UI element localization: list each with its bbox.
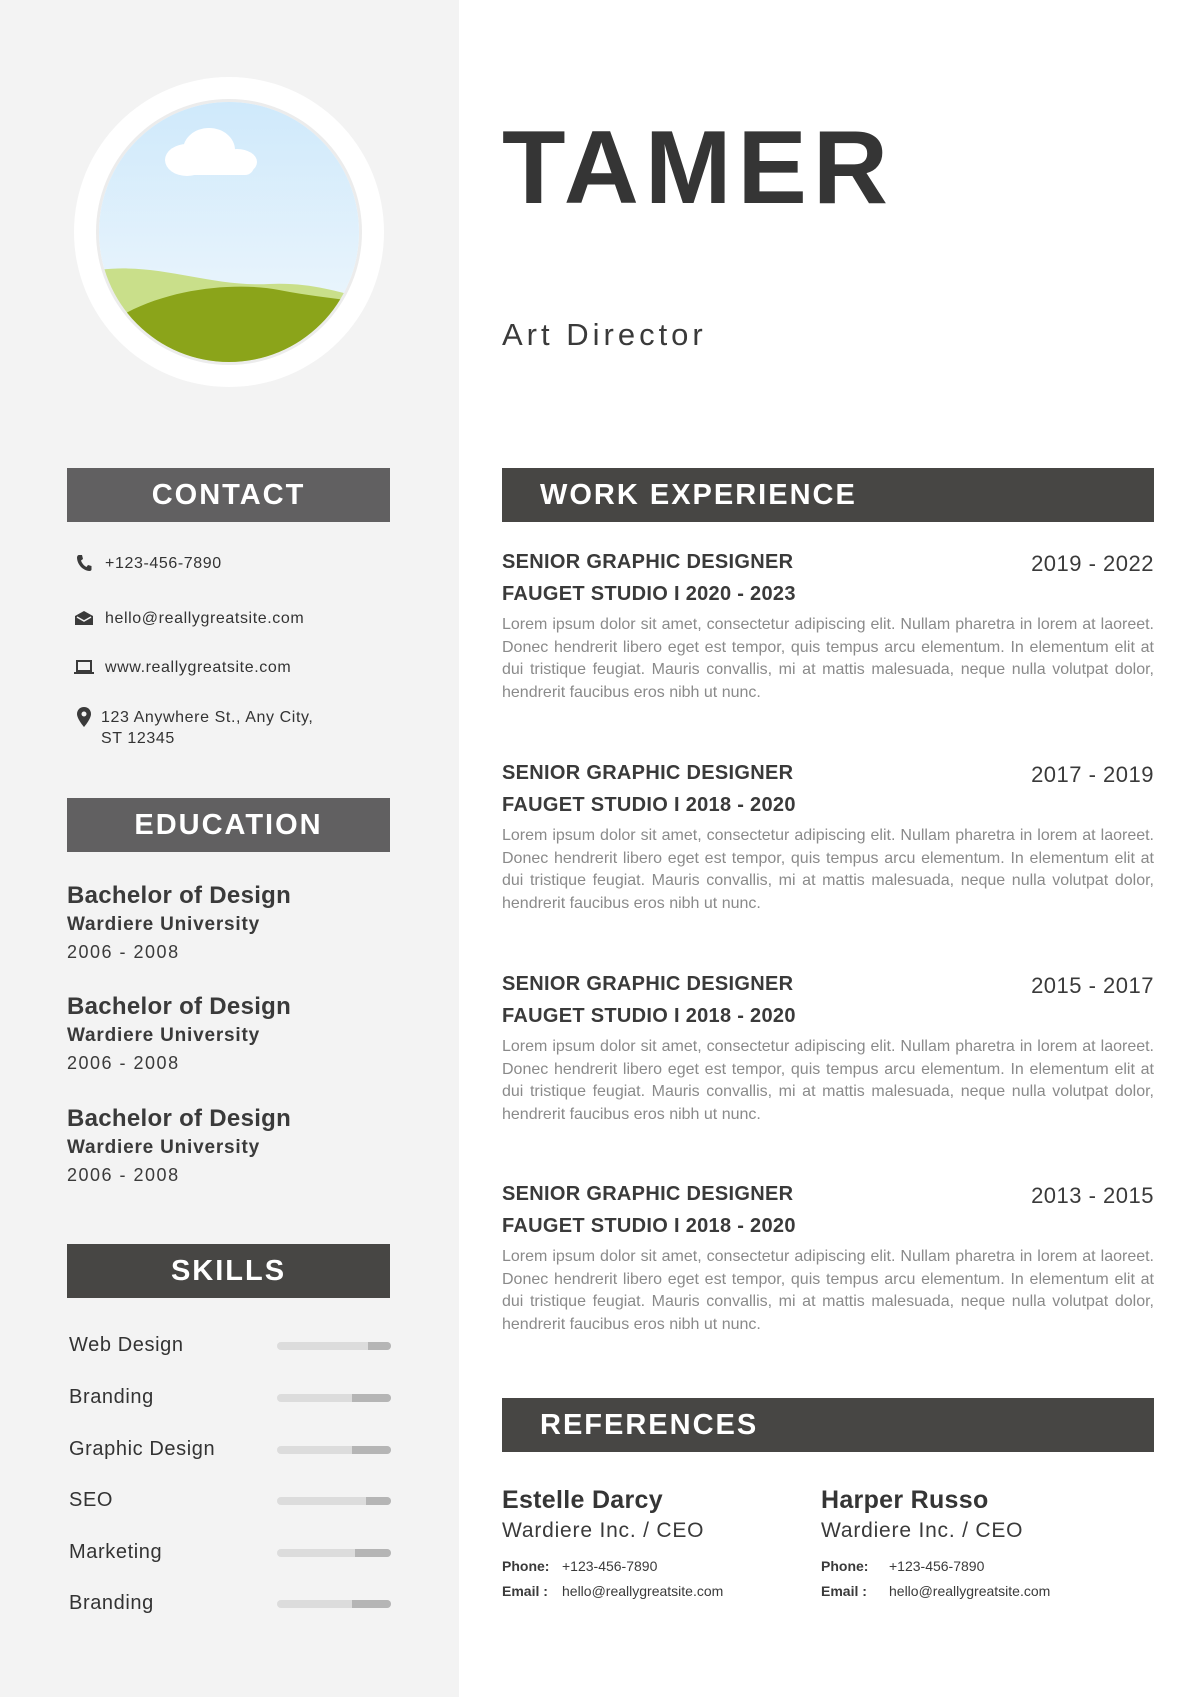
contact-address: [73, 707, 313, 749]
skill-bar: [277, 1600, 391, 1608]
job-company: FAUGET STUDIO I 2018 - 2020: [502, 1215, 796, 1237]
reference-phone-row: [502, 1554, 832, 1579]
skill-bar-level: [368, 1342, 391, 1350]
job-entry: [502, 548, 1154, 704]
person-name: TAMER: [502, 110, 895, 226]
skill-label: Branding: [69, 1592, 154, 1614]
work-experience-heading: WORK EXPERIENCE: [502, 468, 1154, 522]
skill-bar: [277, 1394, 391, 1402]
job-company: FAUGET STUDIO I 2018 - 2020: [502, 1005, 796, 1027]
reference-email: hello@reallygreatsite.com: [562, 1583, 724, 1599]
skill-label: Web Design: [69, 1334, 184, 1356]
skill-label: Graphic Design: [69, 1438, 216, 1460]
email-text: hello@reallygreatsite.com: [105, 610, 305, 627]
job-description: Lorem ipsum dolor sit amet, consectetur adipiscing elit. Nullam pharetra in lorem at laoreet. Donec hendrerit libero eget est tempor, quis tempus arcu elementum. In elementum elit at dui tristique feugiat. Mauris convallis, mi at mattis malesuada, neque nulla volutpat dolor, hendrerit faucibus eros nibh ut nunc.: [502, 616, 1154, 701]
education-degree: Bachelor of Design: [67, 993, 292, 1020]
skill-item: [69, 1485, 391, 1515]
address-text: [101, 707, 313, 749]
education-years: 2006 - 2008: [67, 1053, 180, 1073]
contact-email: [73, 608, 304, 629]
person-role: Art Director: [502, 317, 707, 352]
education-degree: Bachelor of Design: [67, 1105, 292, 1132]
skill-item: [69, 1330, 391, 1360]
skill-bar: [277, 1497, 391, 1505]
phone-icon: [73, 553, 95, 573]
skill-label: Marketing: [69, 1541, 163, 1563]
reference-phone-label: Phone:: [821, 1558, 869, 1574]
skill-bar: [277, 1342, 391, 1350]
envelope-icon: [73, 608, 95, 628]
reference-phone-label: Phone:: [502, 1558, 550, 1574]
references-heading: REFERENCES: [502, 1398, 1154, 1452]
skill-bar-level: [355, 1549, 391, 1557]
education-school: Wardiere University: [67, 1137, 260, 1158]
skills-heading: SKILLS: [67, 1244, 390, 1298]
laptop-icon: [73, 657, 95, 677]
education-school: Wardiere University: [67, 914, 260, 935]
reference-phone: +123-456-7890: [889, 1558, 985, 1574]
skill-item: [69, 1588, 391, 1618]
job-title: SENIOR GRAPHIC DESIGNER: [502, 762, 794, 784]
job-years: 2019 - 2022: [1031, 551, 1154, 576]
skill-bar-level: [352, 1600, 391, 1608]
sidebar: [0, 0, 459, 1697]
reference-company: Wardiere Inc. / CEO: [821, 1519, 1024, 1542]
contact-heading: CONTACT: [67, 468, 390, 522]
reference-name: Harper Russo: [821, 1486, 989, 1514]
reference-email-row: [502, 1579, 832, 1604]
job-title: SENIOR GRAPHIC DESIGNER: [502, 1183, 794, 1205]
job-title: SENIOR GRAPHIC DESIGNER: [502, 551, 794, 573]
skill-bar-level: [366, 1497, 391, 1505]
contact-phone: [73, 553, 222, 574]
education-item: [67, 881, 447, 965]
education-years: 2006 - 2008: [67, 942, 180, 962]
job-entry: [502, 970, 1154, 1126]
job-years: 2017 - 2019: [1031, 762, 1154, 787]
job-company: FAUGET STUDIO I 2020 - 2023: [502, 583, 796, 605]
skill-label: SEO: [69, 1489, 114, 1511]
reference-name: Estelle Darcy: [502, 1486, 663, 1514]
skill-item: [69, 1382, 391, 1412]
reference-email-label: Email :: [821, 1583, 867, 1599]
skill-bar-level: [352, 1394, 391, 1402]
job-company: FAUGET STUDIO I 2018 - 2020: [502, 794, 796, 816]
skill-bar: [277, 1446, 391, 1454]
job-title: SENIOR GRAPHIC DESIGNER: [502, 973, 794, 995]
reference-card: [502, 1484, 832, 1604]
job-description: Lorem ipsum dolor sit amet, consectetur adipiscing elit. Nullam pharetra in lorem at laoreet. Donec hendrerit libero eget est tempor, quis tempus arcu elementum. In elementum elit at dui tristique feugiat. Mauris convallis, mi at mattis malesuada, neque nulla volutpat dolor, hendrerit faucibus eros nibh ut nunc.: [502, 827, 1154, 912]
skill-bar: [277, 1549, 391, 1557]
skill-item: [69, 1434, 391, 1464]
contact-website: [73, 657, 291, 678]
reference-phone: +123-456-7890: [562, 1558, 658, 1574]
education-years: 2006 - 2008: [67, 1165, 180, 1185]
website-text: www.reallygreatsite.com: [105, 659, 292, 676]
job-entry: [502, 759, 1154, 915]
reference-email: hello@reallygreatsite.com: [889, 1583, 1051, 1599]
skill-item: [69, 1537, 391, 1567]
reference-company: Wardiere Inc. / CEO: [502, 1519, 705, 1542]
education-degree: Bachelor of Design: [67, 882, 292, 909]
address-line-2: ST 12345: [101, 730, 175, 747]
job-years: 2013 - 2015: [1031, 1183, 1154, 1208]
address-line-1: 123 Anywhere St., Any City,: [101, 709, 314, 726]
landscape-placeholder-icon: [99, 102, 359, 362]
education-school: Wardiere University: [67, 1025, 260, 1046]
education-heading: EDUCATION: [67, 798, 390, 852]
job-description: Lorem ipsum dolor sit amet, consectetur adipiscing elit. Nullam pharetra in lorem at laoreet. Donec hendrerit libero eget est tempor, quis tempus arcu elementum. In elementum elit at dui tristique feugiat. Mauris convallis, mi at mattis malesuada, neque nulla volutpat dolor, hendrerit faucibus eros nibh ut nunc.: [502, 1038, 1154, 1123]
phone-text: +123-456-7890: [105, 555, 222, 572]
profile-photo: [99, 102, 359, 362]
education-item: [67, 1104, 447, 1188]
job-years: 2015 - 2017: [1031, 973, 1154, 998]
job-description: Lorem ipsum dolor sit amet, consectetur adipiscing elit. Nullam pharetra in lorem at laoreet. Donec hendrerit libero eget est tempor, quis tempus arcu elementum. In elementum elit at dui tristique feugiat. Mauris convallis, mi at mattis malesuada, neque nulla volutpat dolor, hendrerit faucibus eros nibh ut nunc.: [502, 1248, 1154, 1333]
reference-phone-row: [821, 1554, 1151, 1579]
skill-bar-level: [352, 1446, 391, 1454]
education-item: [67, 992, 447, 1076]
reference-card: [821, 1484, 1151, 1604]
job-entry: [502, 1180, 1154, 1336]
location-pin-icon: [73, 707, 95, 727]
reference-email-row: [821, 1579, 1151, 1604]
reference-email-label: Email :: [502, 1583, 548, 1599]
skill-label: Branding: [69, 1386, 154, 1408]
